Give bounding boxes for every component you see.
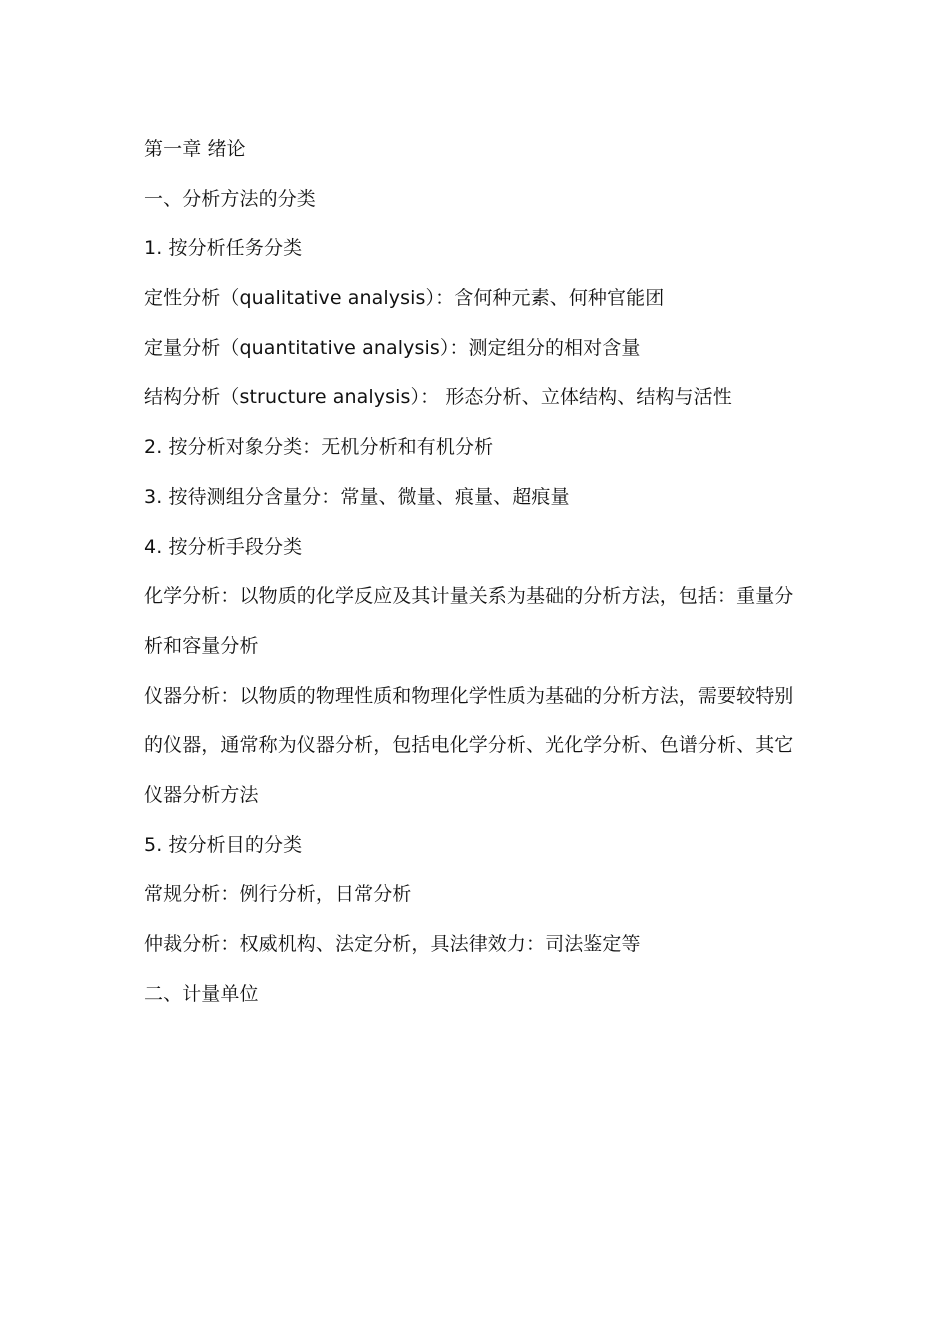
- text-qualitative-analysis: 定性分析（qualitative analysis）：含何种元素、何种官能团: [144, 287, 665, 310]
- text-chemical-analysis: 化学分析：以物质的化学反应及其计量关系为基础的分析方法，包括：重量分: [144, 585, 794, 608]
- section-heading-units: 二、计量单位: [144, 982, 259, 1005]
- subheading-by-task: 1. 按分析任务分类: [144, 237, 303, 260]
- section-heading-classification: 一、分析方法的分类: [144, 187, 316, 210]
- chapter-title: 第一章 绪论: [144, 138, 246, 160]
- text-structure-analysis: 结构分析（structure analysis）： 形态分析、立体结构、结构与活性: [144, 386, 732, 409]
- text-instrumental-analysis: 仪器分析：以物质的物理性质和物理化学性质为基础的分析方法，需要较特别: [144, 684, 794, 707]
- document-page: [144, 125, 804, 1019]
- text-arbitration-analysis: 仲裁分析：权威机构、法定分析，具法律效力：司法鉴定等: [144, 933, 641, 955]
- text-routine-analysis: 常规分析：例行分析，日常分析: [144, 883, 412, 906]
- text-quantitative-analysis: 定量分析（quantitative analysis）：测定组分的相对含量: [144, 336, 641, 359]
- subheading-by-purpose: 5. 按分析目的分类: [144, 833, 303, 856]
- text-instrumental-analysis-cont: 的仪器，通常称为仪器分析，包括电化学分析、光化学分析、色谱分析、其它: [144, 734, 794, 757]
- subheading-by-content: 3. 按待测组分含量分：常量、微量、痕量、超痕量: [144, 485, 570, 508]
- text-instrumental-analysis-cont2: 仪器分析方法: [144, 783, 259, 806]
- subheading-by-means: 4. 按分析手段分类: [144, 535, 303, 558]
- text-chemical-analysis-cont: 析和容量分析: [144, 634, 259, 657]
- subheading-by-object: 2. 按分析对象分类：无机分析和有机分析: [144, 436, 494, 459]
